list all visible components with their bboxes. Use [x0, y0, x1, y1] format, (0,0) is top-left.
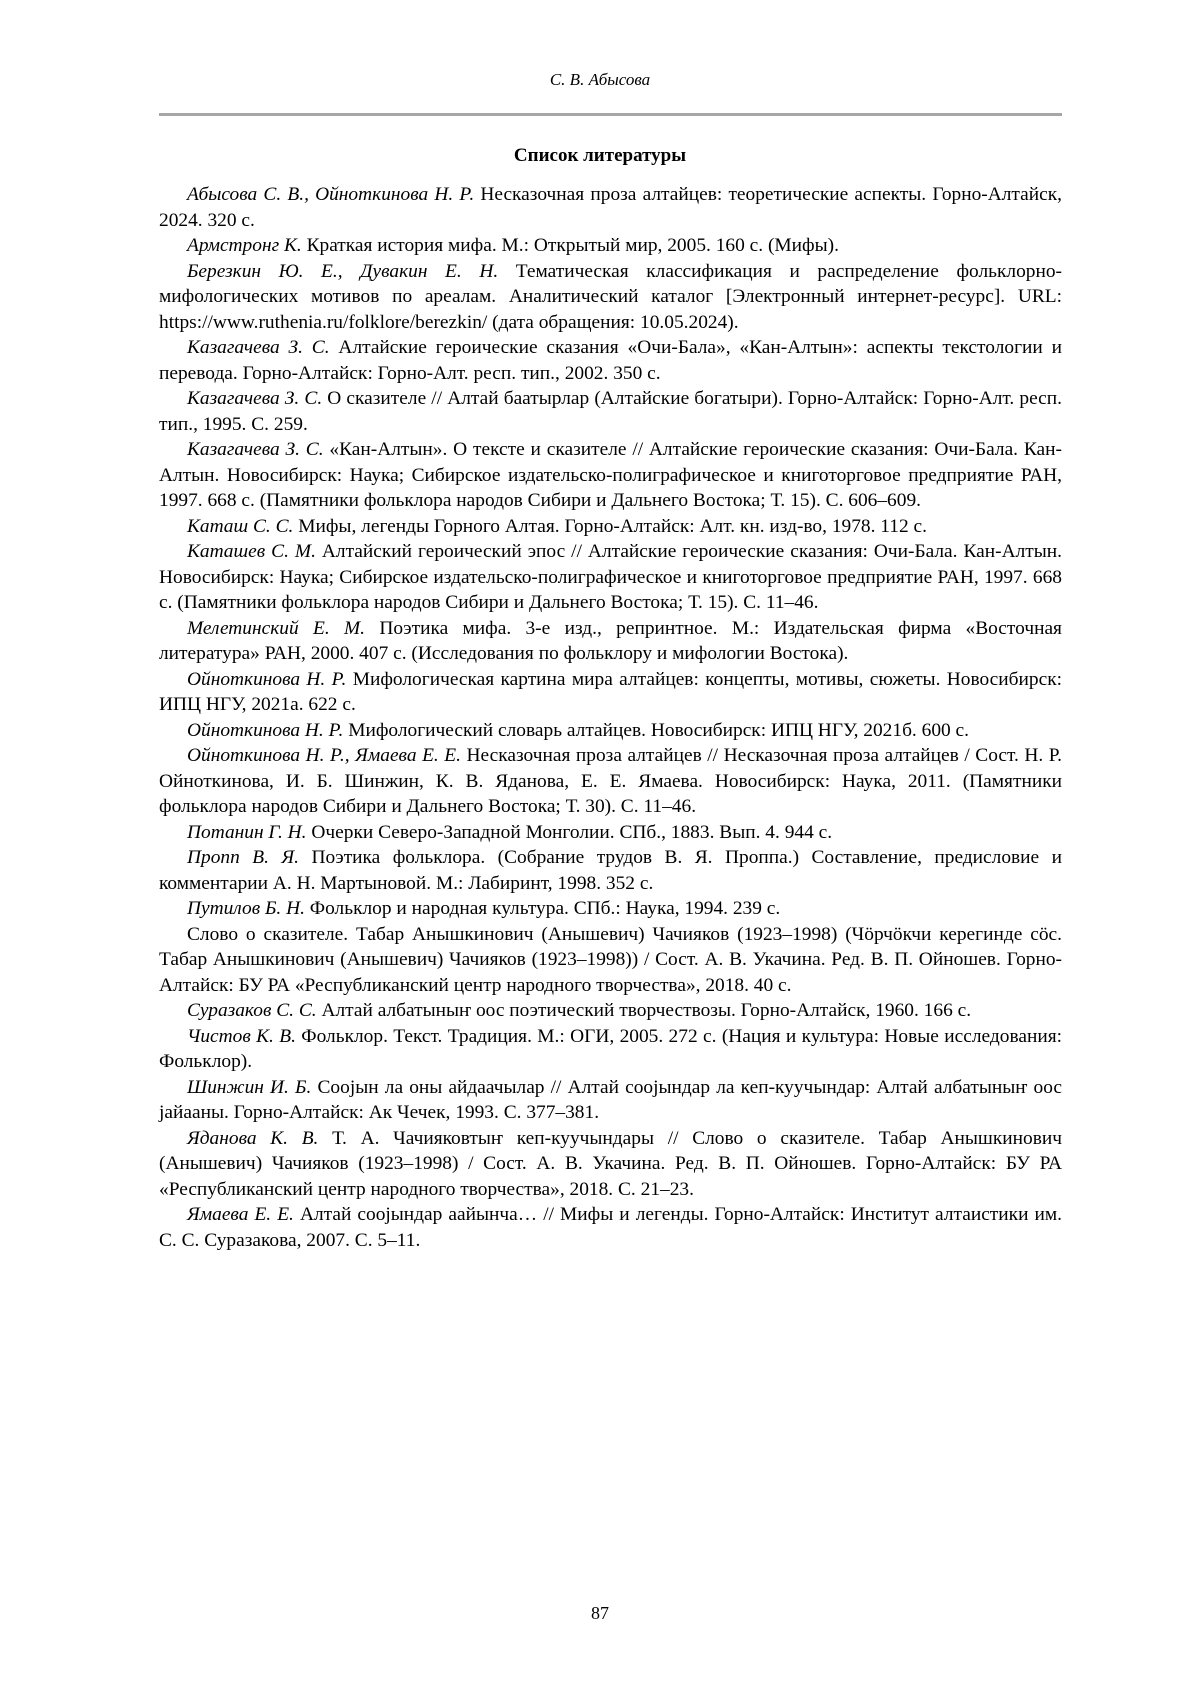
reference-entry: [159, 922, 1062, 999]
reference-text: Очерки Северо-Западной Монголии. СПб., 1883. Вып. 4. 944 с.: [306, 821, 833, 843]
reference-text: Несказочная проза алтайцев: теоретические аспекты. Горно-Алтайск, 2024. 320 с.: [159, 184, 1062, 231]
reference-text: Алтай соојындар аайынча… // Мифы и легенды. Горно-Алтайск: Институт алтаистики им. С. С. Суразакова, 2007. С. 5–11.: [159, 1204, 1062, 1251]
reference-text: Алтайские героические сказания «Очи-Бала», «Кан-Алтын»: аспекты текстологии и перевода. Горно-Алтайск: Горно-Алт. респ. тип., 2002. 350 с.: [159, 337, 1062, 384]
reference-entry: [159, 845, 1062, 896]
reference-text: Мифологический словарь алтайцев. Новосибирск: ИПЦ НГУ, 2021б. 600 с.: [343, 719, 970, 741]
reference-text: Слово о сказителе. Табар Анышкинович (Анышевич) Чачияков (1923–1998) (Чӧрчӧкчи керегинде сӧс. Табар Анышкинович (Анышевич) Чачияков (1923–1998)) / Сост. А. В. Укачина. Ред. В. П. Ойношев. Горно-Алтайск: БУ РА «Республиканский центр народного творчества», 2018. 40 с.: [159, 923, 1062, 996]
reference-author: Ойноткинова Н. Р.: [187, 668, 347, 690]
reference-text: Несказочная проза алтайцев // Несказочная проза алтайцев / Сост. Н. Р. Ойноткинова, И. Б. Шинжин, К. В. Яданова, Е. Е. Ямаева. Новосибирск: Наука, 2011. (Памятники фольклора народов Сибири и Дальнего Востока; Т. 30). С. 11–46.: [159, 745, 1062, 817]
reference-text: Соојын ла оны айдаачылар // Алтай соојындар ла кеп-куучындар: Алтай албатыныҥ оос јайааны. Горно-Алтайск: Ак Чечек, 1993. С. 377–381.: [159, 1076, 1062, 1123]
reference-entry: [159, 1024, 1062, 1075]
reference-text: О сказителе // Алтай баатырлар (Алтайские богатыри). Горно-Алтайск: Горно-Алт. респ. тип., 1995. С. 259.: [159, 388, 1062, 435]
reference-text: Алтай албатыныҥ оос поэтический творчествозы. Горно-Алтайск, 1960. 166 с.: [316, 1000, 972, 1021]
reference-author: Каташев С. М.: [187, 541, 316, 562]
reference-author: Казагачева З. С.: [187, 439, 324, 460]
reference-author: Потанин Г. Н.: [187, 821, 307, 843]
reference-author: Армстронг К.: [187, 235, 302, 256]
reference-entry: [159, 182, 1062, 233]
reference-entry: [159, 259, 1062, 336]
reference-entry: [159, 437, 1062, 514]
reference-text: Тематическая классификация и распределение фольклорно-мифологических мотивов по ареалам. Аналитический каталог [Электронный интернет-ресурс]. URL: https://www.ruthenia.ru/folklore/berezkin/ (дата обращения: 10.05.2024).: [159, 260, 1062, 333]
reference-author: Каташ С. С.: [187, 515, 294, 537]
reference-author: Путилов Б. Н.: [187, 898, 305, 919]
reference-text: Алтайский героический эпос // Алтайские героические сказания: Очи-Бала. Кан-Алтын. Новосибирск: Наука; Сибирское издательско-полиграфическое и книготорговое предприятие РАН, 1997. 668 с. (Памятники фольклора народов Сибири и Дальнего Востока; Т. 15). С. 11–46.: [159, 541, 1062, 613]
reference-author: Казагачева З. С.: [187, 388, 323, 409]
reference-entry: [159, 896, 1062, 922]
reference-author: Березкин Ю. Е., Дувакин Е. Н.: [187, 260, 499, 282]
reference-text: Т. А. Чачияковтыҥ кеп-куучындары // Слово о сказителе. Табар Анышкинович (Анышевич) Чачияков (1923–1998) / Сост. А. В. Укачина. Ред. В. П. Ойношев. Горно-Алтайск: БУ РА «Республиканский центр народного творчества», 2018. С. 21–23.: [159, 1127, 1062, 1200]
reference-entry: [159, 616, 1062, 667]
reference-author: Казагачева З. С.: [187, 337, 330, 358]
page-number: 87: [591, 1603, 609, 1623]
running-header: С. В. Абысова: [549, 70, 651, 89]
reference-entry: [159, 718, 1062, 744]
reference-text: Поэтика фольклора. (Собрание трудов В. Я. Проппа.) Составление, предисловие и комментарии А. Н. Мартыновой. М.: Лабиринт, 1998. 352 с.: [159, 847, 1062, 894]
reference-entry: [159, 386, 1062, 437]
reference-text: «Кан-Алтын». О тексте и сказителе // Алтайские героические сказания: Очи-Бала. Кан-Алтын. Новосибирск: Наука; Сибирское издательско-полиграфическое и книготорговое предприятие РАН, 1997. 668 с. (Памятники фольклора народов Сибири и Дальнего Востока; Т. 15). С. 606–609.: [159, 439, 1062, 511]
reference-text: Краткая история мифа. М.: Открытый мир, 2005. 160 с. (Мифы).: [301, 235, 839, 256]
reference-author: Пропп В. Я.: [187, 847, 299, 868]
reference-text: Фольклор и народная культура. СПб.: Наука, 1994. 239 с.: [304, 898, 781, 919]
reference-entry: [159, 1202, 1062, 1253]
section-title: Список литературы: [513, 145, 687, 166]
reference-text: Поэтика мифа. 3-е изд., репринтное. М.: Издательская фирма «Восточная литература» РАН, 2000. 407 с. (Исследования по фольклору и мифологии Востока).: [159, 617, 1062, 664]
reference-list: [159, 182, 1062, 1253]
reference-entry: [159, 1126, 1062, 1203]
reference-entry: [159, 335, 1062, 386]
reference-entry: [159, 667, 1062, 718]
reference-author: Шинжин И. Б.: [187, 1076, 312, 1098]
reference-author: Ойноткинова Н. Р., Ямаева Е. Е.: [187, 745, 461, 766]
reference-author: Чистов К. В.: [187, 1025, 296, 1047]
header-rule: [159, 113, 1062, 116]
reference-author: Абысова С. В., Ойноткинова Н. Р.: [187, 184, 475, 205]
reference-entry: [159, 743, 1062, 820]
reference-author: Яданова К. В.: [187, 1127, 319, 1149]
reference-author: Ямаева Е. Е.: [187, 1204, 294, 1225]
reference-entry: [159, 1075, 1062, 1126]
reference-text: Фольклор. Текст. Традиция. М.: ОГИ, 2005. 272 с. (Нация и культура: Новые исследования: Фольклор).: [159, 1025, 1063, 1072]
reference-entry: [159, 233, 1062, 259]
reference-author: Ойноткинова Н. Р.: [187, 719, 344, 741]
reference-author: Мелетинский Е. М.: [187, 617, 366, 639]
reference-entry: [159, 820, 1062, 846]
reference-entry: [159, 539, 1062, 616]
reference-entry: [159, 998, 1062, 1024]
reference-text: Мифологическая картина мира алтайцев: концепты, мотивы, сюжеты. Новосибирск: ИПЦ НГУ, 2021а. 622 с.: [159, 668, 1063, 715]
reference-text: Мифы, легенды Горного Алтая. Горно-Алтайск: Алт. кн. изд-во, 1978. 112 с.: [293, 515, 927, 537]
reference-author: Суразаков С. С.: [187, 1000, 317, 1021]
reference-entry: [159, 514, 1062, 540]
